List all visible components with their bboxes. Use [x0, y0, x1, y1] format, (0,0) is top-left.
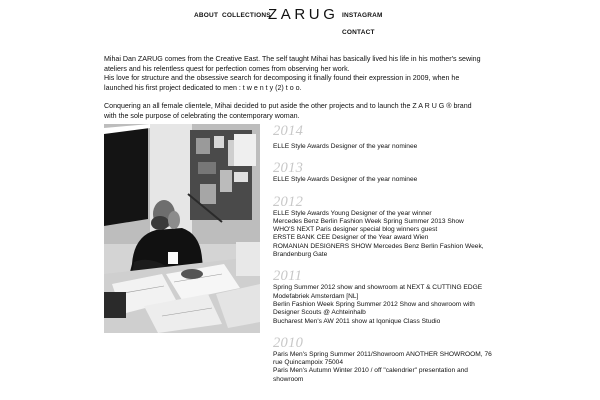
timeline-entry: Berlin Fashion Week Spring Summer 2012 Show and showroom with [273, 300, 475, 308]
intro-line: launched his first project dedicated to men : t w e n t y (2) t o o. [104, 83, 302, 92]
intro-line: with the sole purpose of celebrating the contemporary woman. [104, 111, 300, 120]
timeline-entry: ELLE Style Awards Young Designer of the year winner [273, 209, 432, 217]
intro-line: Mihai Dan ZARUG comes from the Creative East. The self taught Mihai has basically lived his life in his mother's sewing [104, 55, 481, 63]
timeline-year: 2012 [273, 193, 304, 210]
timeline-year: 2010 [273, 334, 304, 351]
nav-instagram-link[interactable]: INSTAGRAM [342, 12, 383, 19]
timeline-entry: ROMANIAN DESIGNERS SHOW Mercedes Benz Berlin Fashion Week, [273, 242, 484, 250]
timeline-entry: Spring Summer 2012 show and showroom at NEXT & CUTTING EDGE [273, 284, 483, 292]
intro-paragraph-1 [104, 55, 496, 93]
site-logo[interactable]: ZARUG [268, 6, 339, 23]
timeline-entry: Modefabriek Amsterdam [NL] [273, 292, 359, 300]
timeline-entry: Paris Men's Autumn Winter 2010 / off "calendrier" presentation and [273, 367, 468, 375]
timeline-year-block [273, 194, 503, 260]
timeline-entry: ERSTE BANK CEE Designer of the Year award Wien [273, 234, 429, 242]
timeline-entry: ELLE Style Awards Designer of the year nominee [273, 143, 418, 150]
timeline-entry: WHO'S NEXT Paris designer special blog winners guest [273, 226, 438, 234]
timeline-entry: ELLE Style Awards Designer of the year nominee [273, 176, 418, 184]
timeline-year-block [273, 335, 503, 384]
timeline-entry: Designer Scouts @ Achteinhalb [273, 309, 366, 317]
timeline-year-block [273, 160, 503, 184]
timeline-entry: showroom [273, 375, 304, 383]
intro-line: ateliers and his relentless quest for perfection comes from observing her work. [104, 64, 350, 73]
timeline-year: 2011 [273, 268, 303, 285]
timeline-entry: Bucharest Men's AW 2011 show at Iqonique Class Studio [273, 317, 441, 325]
timeline-entry: Paris Men's Spring Summer 2011/Showroom ANOTHER SHOWROOM, 76 [273, 350, 492, 358]
timeline-entry: rue Quincampoix 75004 [273, 359, 344, 367]
timeline-entry: Mercedes Benz Berlin Fashion Week Spring Summer 2013 Show [273, 217, 464, 225]
timeline-year: 2013 [273, 160, 304, 177]
intro-line: Conquering an all female clientele, Mihai decided to put aside the other projects and to launch the Z A R U G ® brand [104, 102, 472, 110]
nav-collections-link[interactable]: COLLECTIONS [222, 12, 271, 19]
intro-paragraph-2 [104, 102, 496, 121]
timeline-year-block [273, 123, 503, 151]
designer-photo [104, 124, 260, 333]
timeline-year: 2014 [273, 123, 304, 139]
intro-text [104, 55, 496, 121]
timeline-entry: Brandenburg Gate [273, 251, 328, 259]
nav-about-link[interactable]: ABOUT [194, 12, 219, 19]
timeline-year-block [273, 268, 503, 325]
awards-timeline [273, 123, 503, 393]
intro-line: His love for structure and the obsessive search for decomposing it finally found their expression in 2009, when he [104, 74, 460, 82]
nav-contact-link[interactable]: CONTACT [342, 29, 375, 36]
